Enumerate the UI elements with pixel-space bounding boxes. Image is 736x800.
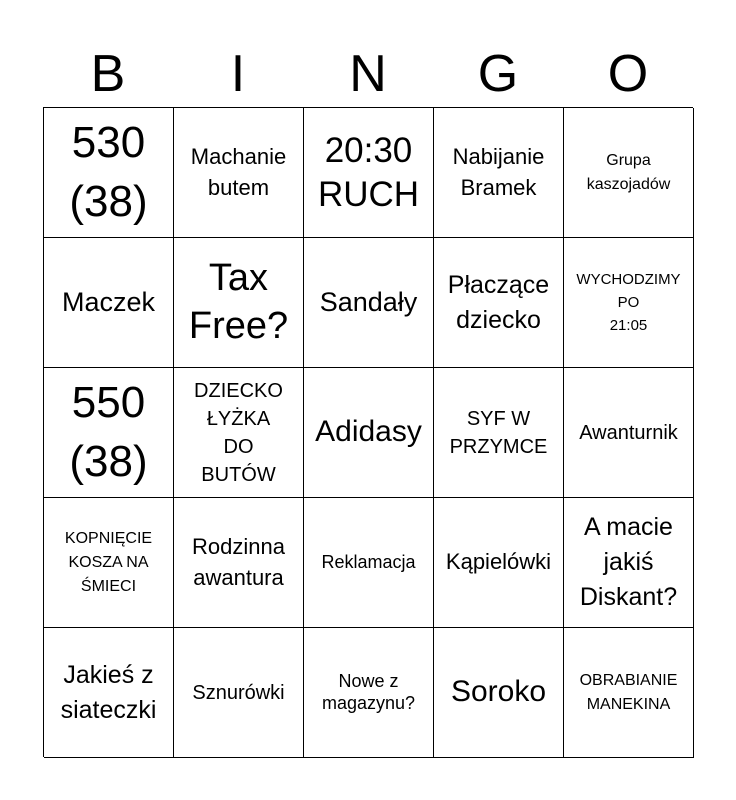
bingo-cell[interactable]: Płaczące dziecko: [434, 238, 564, 368]
bingo-cell[interactable]: KOPNIĘCIE KOSZA NA ŚMIECI: [44, 498, 174, 628]
bingo-cell[interactable]: DZIECKO ŁYŻKA DO BUTÓW: [174, 368, 304, 498]
bingo-cell[interactable]: Sandały: [304, 238, 434, 368]
bingo-cell[interactable]: Tax Free?: [174, 238, 304, 368]
header-letter-g: G: [477, 45, 519, 103]
header-letter-b: B: [90, 45, 126, 103]
bingo-cell[interactable]: SYF W PRZYMCE: [434, 368, 564, 498]
bingo-cell[interactable]: Machanie butem: [174, 108, 304, 238]
bingo-cell[interactable]: Maczek: [44, 238, 174, 368]
bingo-board: [43, 107, 693, 757]
bingo-cell[interactable]: A macie jakiś Diskant?: [564, 498, 694, 628]
bingo-cell[interactable]: 530 (38): [44, 108, 174, 238]
bingo-cell[interactable]: Nabijanie Bramek: [434, 108, 564, 238]
bingo-cell[interactable]: Grupa kaszojadów: [564, 108, 694, 238]
header-letter-o: O: [607, 45, 649, 103]
bingo-cell[interactable]: 550 (38): [44, 368, 174, 498]
bingo-cell[interactable]: Jakieś z siateczki: [44, 628, 174, 758]
bingo-cell[interactable]: WYCHODZIMY PO 21:05: [564, 238, 694, 368]
bingo-cell[interactable]: OBRABIANIE MANEKINA: [564, 628, 694, 758]
bingo-cell[interactable]: 20:30 RUCH: [304, 108, 434, 238]
header-letter-i: I: [230, 45, 246, 103]
bingo-cell[interactable]: Nowe z magazynu?: [304, 628, 434, 758]
bingo-cell[interactable]: Soroko: [434, 628, 564, 758]
bingo-cell[interactable]: Rodzinna awantura: [174, 498, 304, 628]
bingo-cell[interactable]: Kąpielówki: [434, 498, 564, 628]
bingo-cell[interactable]: Adidasy: [304, 368, 434, 498]
bingo-cell[interactable]: Sznurówki: [174, 628, 304, 758]
bingo-header: [43, 40, 693, 108]
bingo-cell[interactable]: Reklamacja: [304, 498, 434, 628]
bingo-cell[interactable]: Awanturnik: [564, 368, 694, 498]
header-letter-n: N: [349, 45, 387, 103]
